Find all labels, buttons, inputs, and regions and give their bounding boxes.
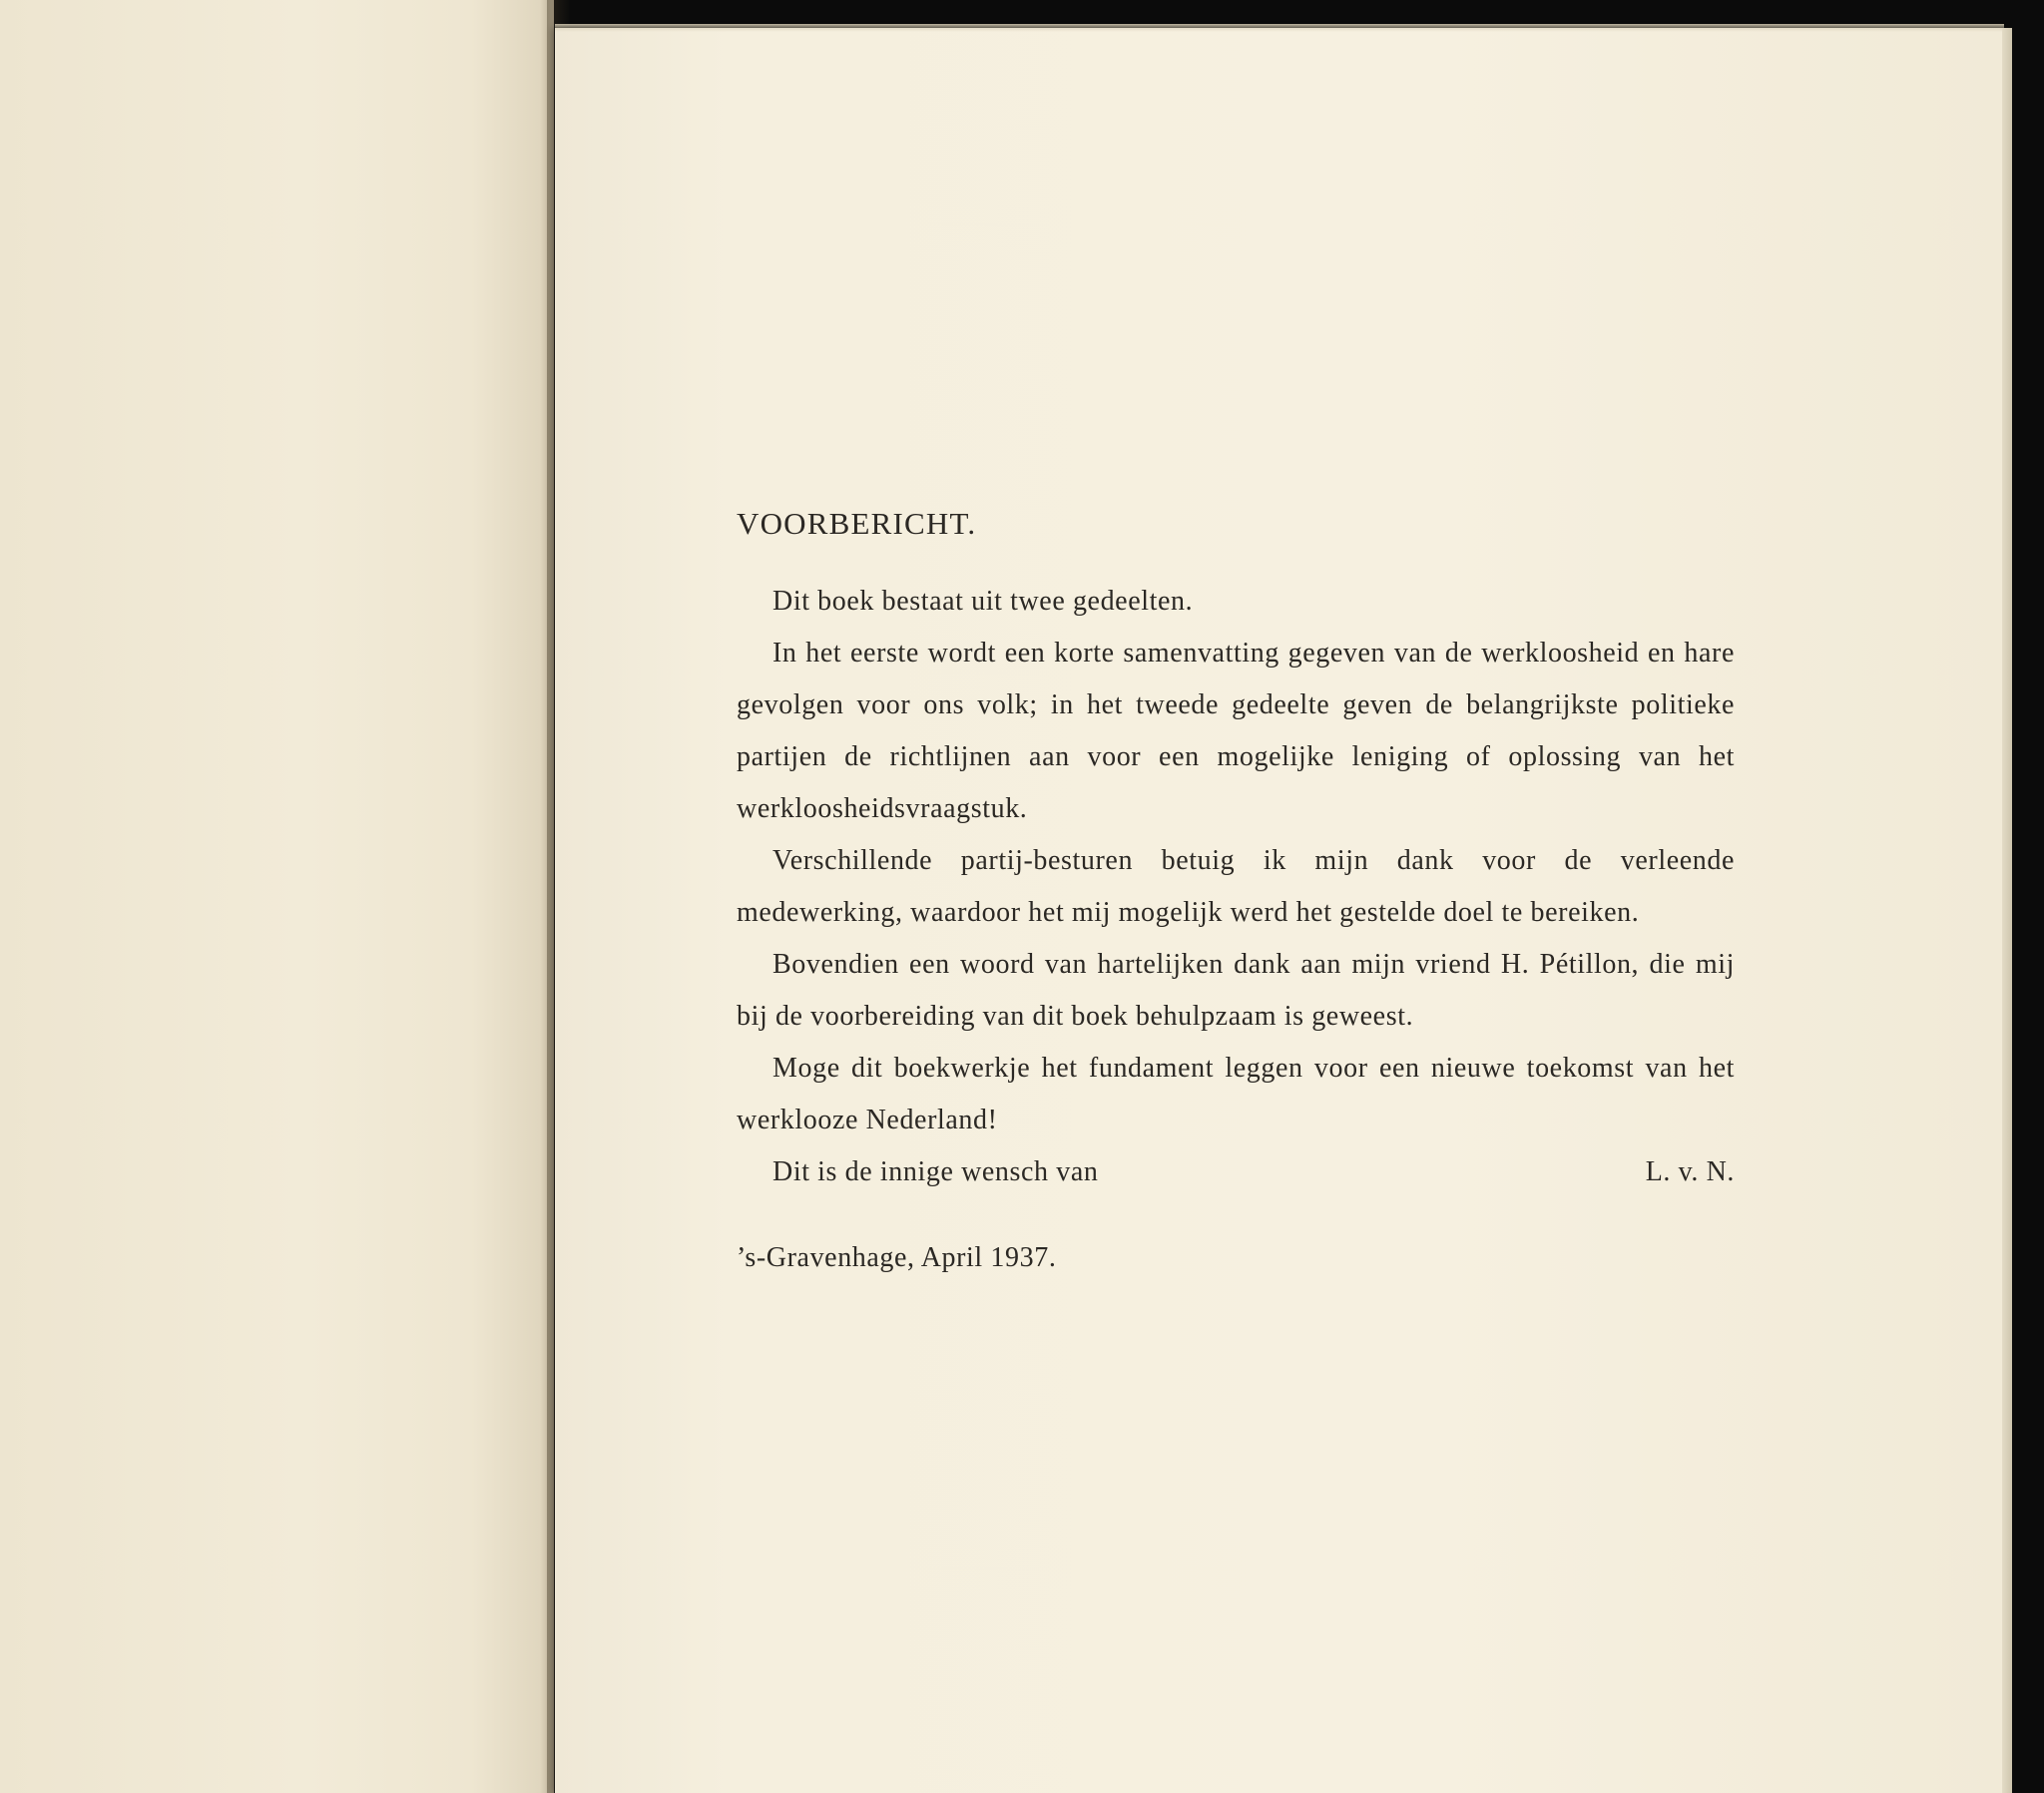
foreword-paragraph: In het eerste wordt een korte samenvatting gegeven van de werkloosheid en hare gevolgen voor ons volk; in het tweede gedeelte geven de belangrijkste politieke partijen de richtlijnen aan voor een mogelijke leniging of oplossing van het werkloosheidsvraagstuk. [737, 638, 1735, 825]
foreword-paragraph: Moge dit boekwerkje het fundament leggen voor een nieuwe toekomst van het werklooze Nederland! [737, 1053, 1735, 1136]
left-blank-page [0, 0, 554, 1793]
place-and-date: ’s-Gravenhage, April 1937. [737, 1242, 1057, 1274]
foreword-heading: VOORBERICHT. [737, 506, 977, 541]
right-printed-page [555, 28, 2004, 1793]
foreword-paragraph: Bovendien een woord van hartelijken dank aan mijn vriend H. Pétillon, die mij bij de voorbereiding van dit boek behulpzaam is geweest. [737, 949, 1735, 1033]
closing-text: Dit is de innige wensch van [772, 1156, 1099, 1188]
foreword-text-block [737, 505, 1735, 1284]
foreword-paragraph: Verschillende partij-besturen betuig ik mijn dank voor de verleende medewerking, waardoor het mij mogelijk werd het gestelde doel te bereiken. [737, 845, 1735, 929]
closing-line [737, 1146, 1735, 1198]
foreword-paragraph: Dit boek bestaat uit twee gedeelten. [772, 586, 1194, 618]
author-initials: L. v. N. [1645, 1156, 1735, 1188]
